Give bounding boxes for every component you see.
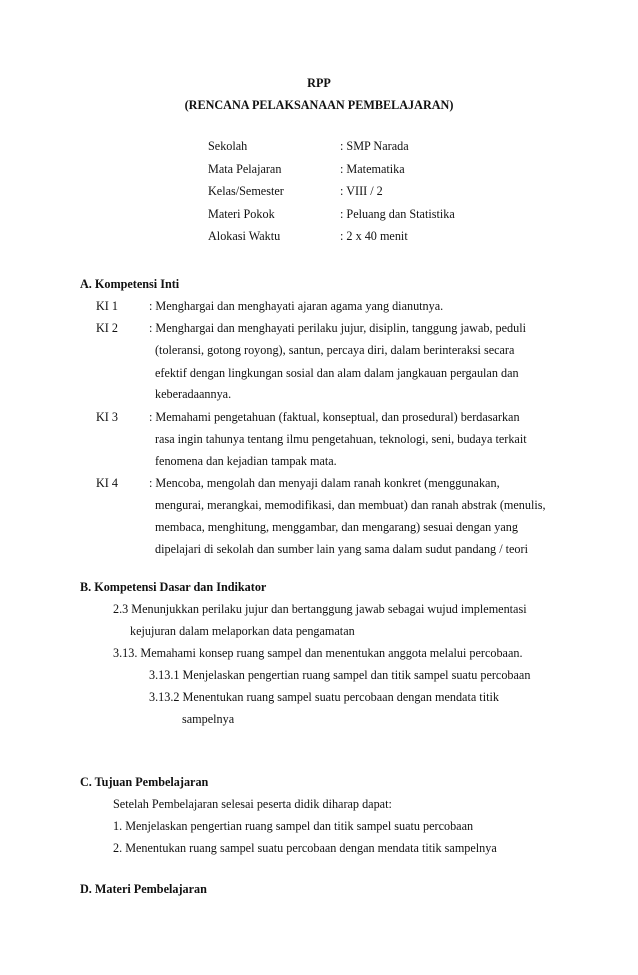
ki-line: mengurai, merangkai, memodifikasi, dan membuat) dan ranah abstrak (menulis,	[155, 498, 546, 512]
section-c-heading: C. Tujuan Pembelajaran	[80, 775, 209, 789]
ki-line: (toleransi, gotong royong), santun, percaya diri, dalam berinteraksi secara	[155, 343, 515, 357]
identity-label: Mata Pelajaran	[208, 162, 282, 176]
identity-label: Sekolah	[208, 139, 248, 153]
ki-line: efektif dengan lingkungan sosial dan alam dalam jangkauan pergaulan dan	[155, 366, 519, 380]
document-subtitle: (RENCANA PELAKSANAAN PEMBELAJARAN)	[184, 98, 454, 112]
identity-label: Alokasi Waktu	[208, 229, 281, 243]
kd-line: kejujuran dalam melaporkan data pengamatan	[130, 624, 355, 638]
tujuan-item: 1. Menjelaskan pengertian ruang sampel dan titik sampel suatu percobaan	[113, 819, 474, 833]
identity-value: : Peluang dan Statistika	[340, 207, 455, 221]
identity-value: : 2 x 40 menit	[340, 229, 408, 243]
document-title: RPP	[307, 76, 331, 90]
identity-value: : SMP Narada	[340, 139, 409, 153]
ki-line: : Mencoba, mengolah dan menyaji dalam ranah konkret (menggunakan,	[149, 476, 500, 490]
identity-value: : Matematika	[340, 162, 405, 176]
ki-line: keberadaannya.	[155, 387, 232, 401]
ki-code: KI 1	[96, 299, 119, 313]
tujuan-intro: Setelah Pembelajaran selesai peserta didik diharap dapat:	[113, 797, 392, 811]
tujuan-item: 2. Menentukan ruang sampel suatu percobaan dengan mendata titik sampelnya	[113, 841, 497, 855]
identity-label: Materi Pokok	[208, 207, 275, 221]
identity-value: : VIII / 2	[340, 184, 383, 198]
ki-code: KI 3	[96, 410, 119, 424]
ki-line: membaca, menghitung, menggambar, dan mengarang) sesuai dengan yang	[155, 520, 518, 534]
ki-line: fenomena dan kejadian tampak mata.	[155, 454, 337, 468]
indicator-line: 3.13.2 Menentukan ruang sampel suatu percobaan dengan mendata titik	[149, 690, 499, 704]
kd-line: 3.13. Memahami konsep ruang sampel dan menentukan anggota melalui percobaan.	[113, 646, 523, 660]
ki-line: : Menghargai dan menghayati perilaku jujur, disiplin, tanggung jawab, peduli	[149, 321, 527, 335]
section-b-heading: B. Kompetensi Dasar dan Indikator	[80, 580, 267, 594]
section-d-heading: D. Materi Pembelajaran	[80, 882, 207, 896]
indicator-line: sampelnya	[182, 712, 235, 726]
identity-label: Kelas/Semester	[208, 184, 284, 198]
ki-line: : Menghargai dan menghayati ajaran agama yang dianutnya.	[149, 299, 444, 313]
indicator-line: 3.13.1 Menjelaskan pengertian ruang sampel dan titik sampel suatu percobaan	[149, 668, 531, 682]
ki-code: KI 4	[96, 476, 119, 490]
ki-code: KI 2	[96, 321, 119, 335]
ki-line: rasa ingin tahunya tentang ilmu pengetahuan, teknologi, seni, budaya terkait	[155, 432, 527, 446]
ki-line: : Memahami pengetahuan (faktual, konseptual, dan prosedural) berdasarkan	[149, 410, 520, 424]
ki-line: dipelajari di sekolah dan sumber lain yang sama dalam sudut pandang / teori	[155, 542, 528, 556]
section-a-heading: A. Kompetensi Inti	[80, 277, 180, 291]
kd-line: 2.3 Menunjukkan perilaku jujur dan bertanggung jawab sebagai wujud implementasi	[113, 602, 527, 616]
